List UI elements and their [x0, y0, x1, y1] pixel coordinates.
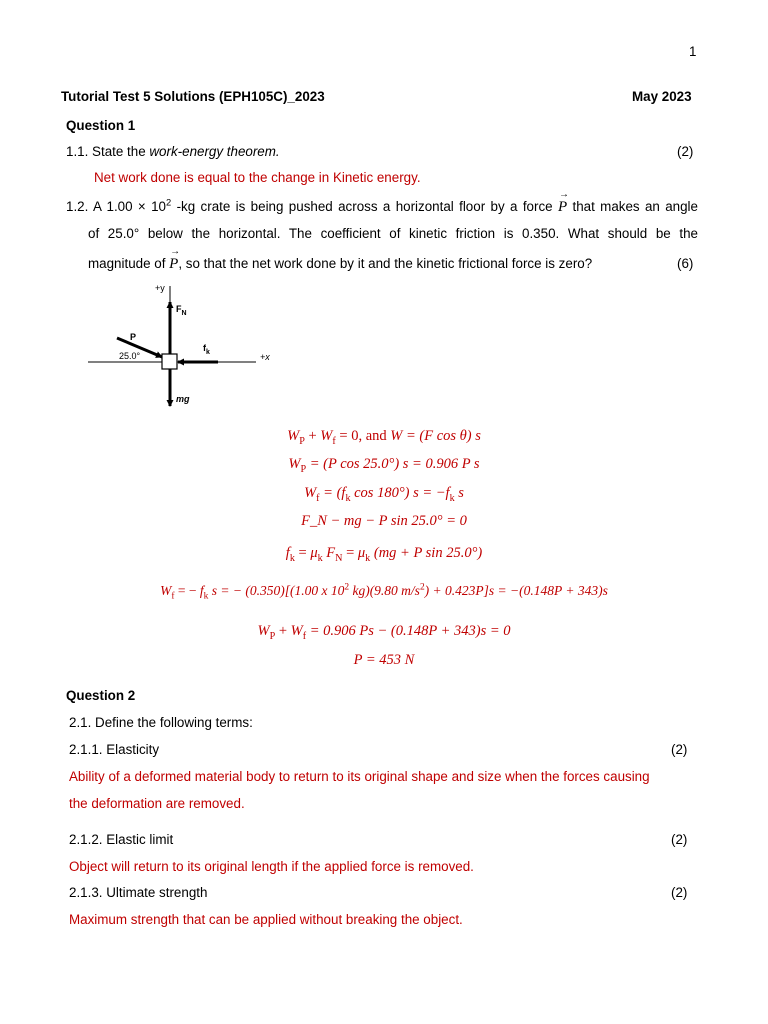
equation-8: P = 453 N [353, 652, 415, 668]
equation-3: $W_f = (f_k$ cos 180°) $s = -f_k$ s [304, 485, 464, 504]
free-body-diagram [80, 278, 290, 413]
equation-2: $W_P = (P$ cos 25.0°) s = 0.906 P s [288, 456, 480, 475]
question-1-2-marks: (6) [677, 256, 694, 271]
document-date: May 2023 [632, 89, 692, 104]
page-number: 1 [689, 44, 697, 59]
question-2-1-2-answer: Object will return to its original length if the applied force is removed. [69, 859, 474, 874]
force-p-symbol: → P [558, 198, 567, 216]
question-2-1-1-answer-line2: the deformation are removed. [69, 796, 245, 811]
angle-label: 25.0° [119, 351, 141, 361]
question-1-1-italic: work-energy theorem. [149, 144, 280, 159]
normal-force-label: $F_N$ [176, 304, 187, 317]
question-2-1-intro: 2.1. Define the following terms: [69, 715, 253, 730]
question-1-1-prefix: 1.1. State the [66, 144, 150, 159]
question-2-1-1-label: 2.1.1. Elasticity [69, 742, 160, 757]
question-2-1-1-answer-line1: Ability of a deformed material body to return to its original shape and size when the forces causing [69, 769, 650, 784]
question-1-1-answer: Net work done is equal to the change in Kinetic energy. [94, 170, 421, 185]
crate-box [162, 354, 177, 369]
question-2-1-2-marks: (2) [671, 832, 688, 847]
question-1-2-line2: of 25.0° below the horizontal. The coefficient of kinetic friction is 0.350. What should be the [88, 226, 698, 241]
equation-7: $W_P + W_f = 0.906$ Ps − (0.148P + 343)s = 0 [257, 623, 511, 642]
question-2-1-3-label: 2.1.3. Ultimate strength [69, 885, 208, 900]
question-2-1-3-answer: Maximum strength that can be applied without breaking the object. [69, 912, 463, 927]
question-1-2-line1: 1.2. A $1.00 \times 10^2$ -kg crate is being pushed across a horizontal floor by a force → P that makes an angle [66, 198, 698, 216]
y-axis-label: +y [155, 283, 165, 293]
question-2-1-3-marks: (2) [671, 885, 688, 900]
question-1-heading: Question 1 [66, 118, 136, 133]
question-2-1-2-label: 2.1.2. Elastic limit [69, 832, 174, 847]
x-axis-label: +x [260, 352, 270, 362]
question-1-1-marks: (2) [677, 144, 694, 159]
question-1-2-line3: magnitude of → P, so that the net work done by it and the kinetic frictional force is zero? [88, 255, 592, 273]
equation-6: $W_f$ = − $f_k$ s = − (0.350)[(1.00 x $10^2$ kg)(9.80 $m/s^2) + 0.423P]s = -(0.148P + 343)s$ [160, 582, 608, 602]
equation-1: $W_P + W_f = 0$, and W = (F cos θ) s [287, 428, 481, 447]
question-2-heading: Question 2 [66, 688, 136, 703]
document-title: Tutorial Test 5 Solutions (EPH105C)_2023 [61, 89, 325, 104]
equation-4: F_N − mg − P sin 25.0° = 0 [301, 513, 467, 529]
weight-label: mg [176, 394, 190, 404]
question-2-1-1-marks: (2) [671, 742, 688, 757]
question-1-1-prompt [66, 143, 280, 161]
friction-label: $f_k$ [203, 343, 210, 356]
equation-5: $f_k = \mu_k$ $F_N = \mu_k$ (mg + P sin 25.0°) [285, 545, 483, 564]
push-force-label: P [130, 332, 137, 342]
